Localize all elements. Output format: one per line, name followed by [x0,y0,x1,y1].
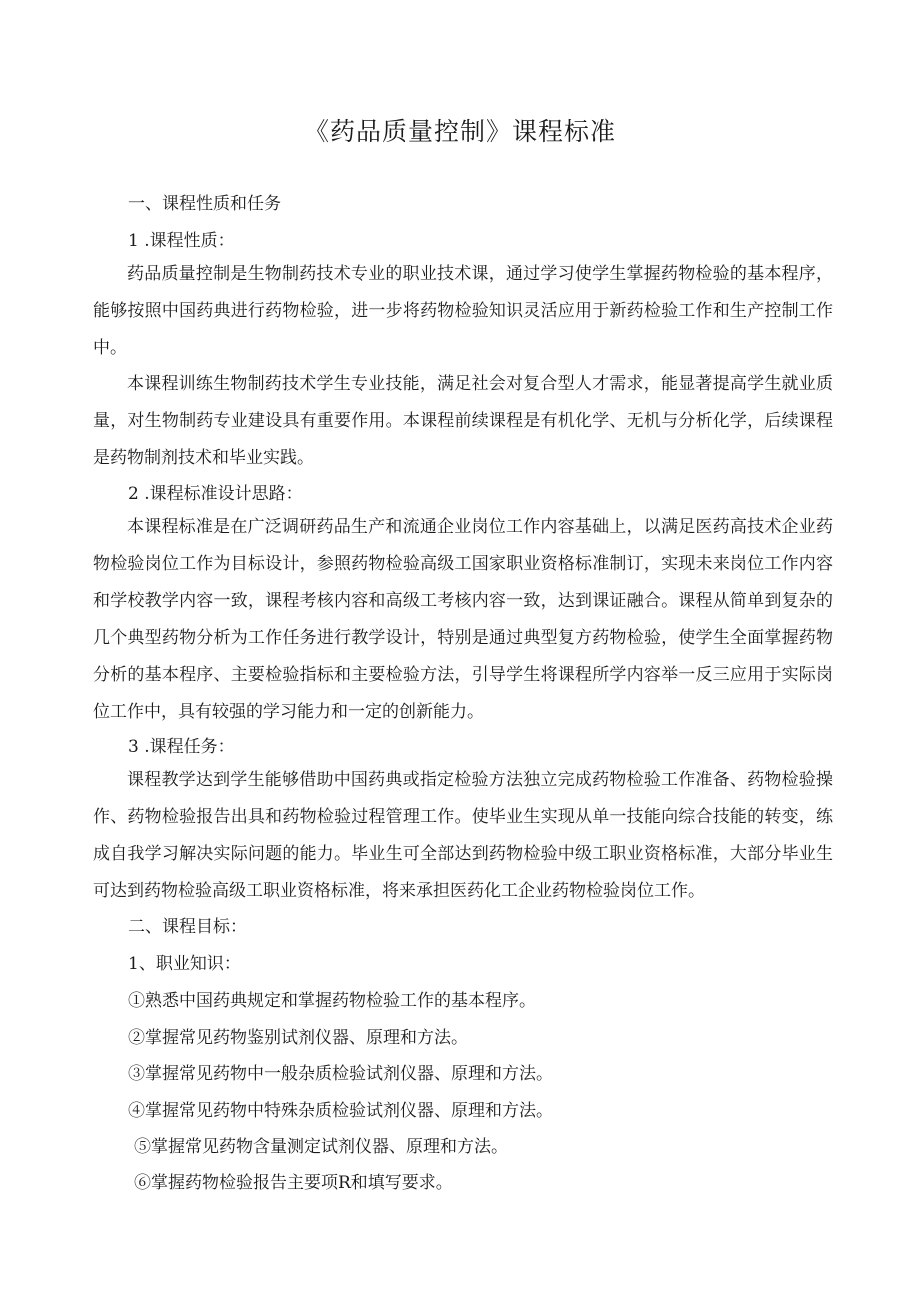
item-heading-course-nature: 1 .课程性质： [128,231,235,251]
item-heading-course-tasks: 3 .课程任务： [128,737,235,757]
item-heading-design-approach: 2 .课程标准设计思路： [128,484,303,504]
goal-item: ⑤掌握常见药物含量测定试剂仪器、原理和方法。 [134,1137,508,1157]
paragraph-course-training: 本课程训练生物制药技术学生专业技能，满足社会对复合型人才需求，能显著提高学生就业质量，对生物制药专业建设具有重要作用。本课程前续课程是有机化学、无机与分析化学，后续课程是药物制剂技术和毕业实践。 [93,374,833,468]
section-heading-course-goals: 二、课程目标： [128,917,247,937]
goal-item: ④掌握常见药物中特殊杂质检验试剂仪器、原理和方法。 [128,1101,553,1121]
goal-item: ①熟悉中国药典规定和掌握药物检验工作的基本程序。 [128,991,536,1011]
paragraph-design-approach: 本课程标准是在广泛调研药品生产和流通企业岗位工作内容基础上，以满足医药高技术企业药物检验岗位工作为目标设计，参照药物检验高级工国家职业资格标准制订，实现未来岗位工作内容和学校教学内容一致，课程考核内容和高级工考核内容一致，达到课证融合。课程从简单到复杂的几个典型药物分析为工作任务进行教学设计，特别是通过典型复方药物检验，使学生全面掌握药物分析的基本程序、主要检验指标和主要检验方法，引导学生将课程所学内容举一反三应用于实际岗位工作中，具有较强的学习能力和一定的创新能力。 [93,517,833,722]
paragraph-course-nature: 药品质量控制是生物制药技术专业的职业技术课，通过学习使学生掌握药物检验的基本程序，能够按照中国药典进行药物检验，进一步将药物检验知识灵活应用于新药检验工作和生产控制工作中。 [93,264,833,358]
goal-item: ③掌握常见药物中一般杂质检验试剂仪器、原理和方法。 [128,1064,553,1084]
goal-item: ⑥掌握药物检验报告主要项R和填写要求。 [134,1173,453,1193]
sub-heading-professional-knowledge: 1、职业知识： [128,954,241,974]
goal-item: ②掌握常见药物鉴别试剂仪器、原理和方法。 [128,1028,468,1048]
paragraph-course-tasks: 课程教学达到学生能够借助中国药典或指定检验方法独立完成药物检验工作准备、药物检验操作、药物检验报告出具和药物检验过程管理工作。使毕业生实现从单一技能向综合技能的转变，练成自我学习解决实际问题的能力。毕业生可全部达到药物检验中级工职业资格标准，大部分毕业生可达到药物检验高级工职业资格标准，将来承担医药化工企业药物检验岗位工作。 [93,770,833,901]
section-heading-nature-and-tasks: 一、课程性质和任务 [128,194,281,214]
document-title: 《药品质量控制》课程标准 [303,117,616,146]
